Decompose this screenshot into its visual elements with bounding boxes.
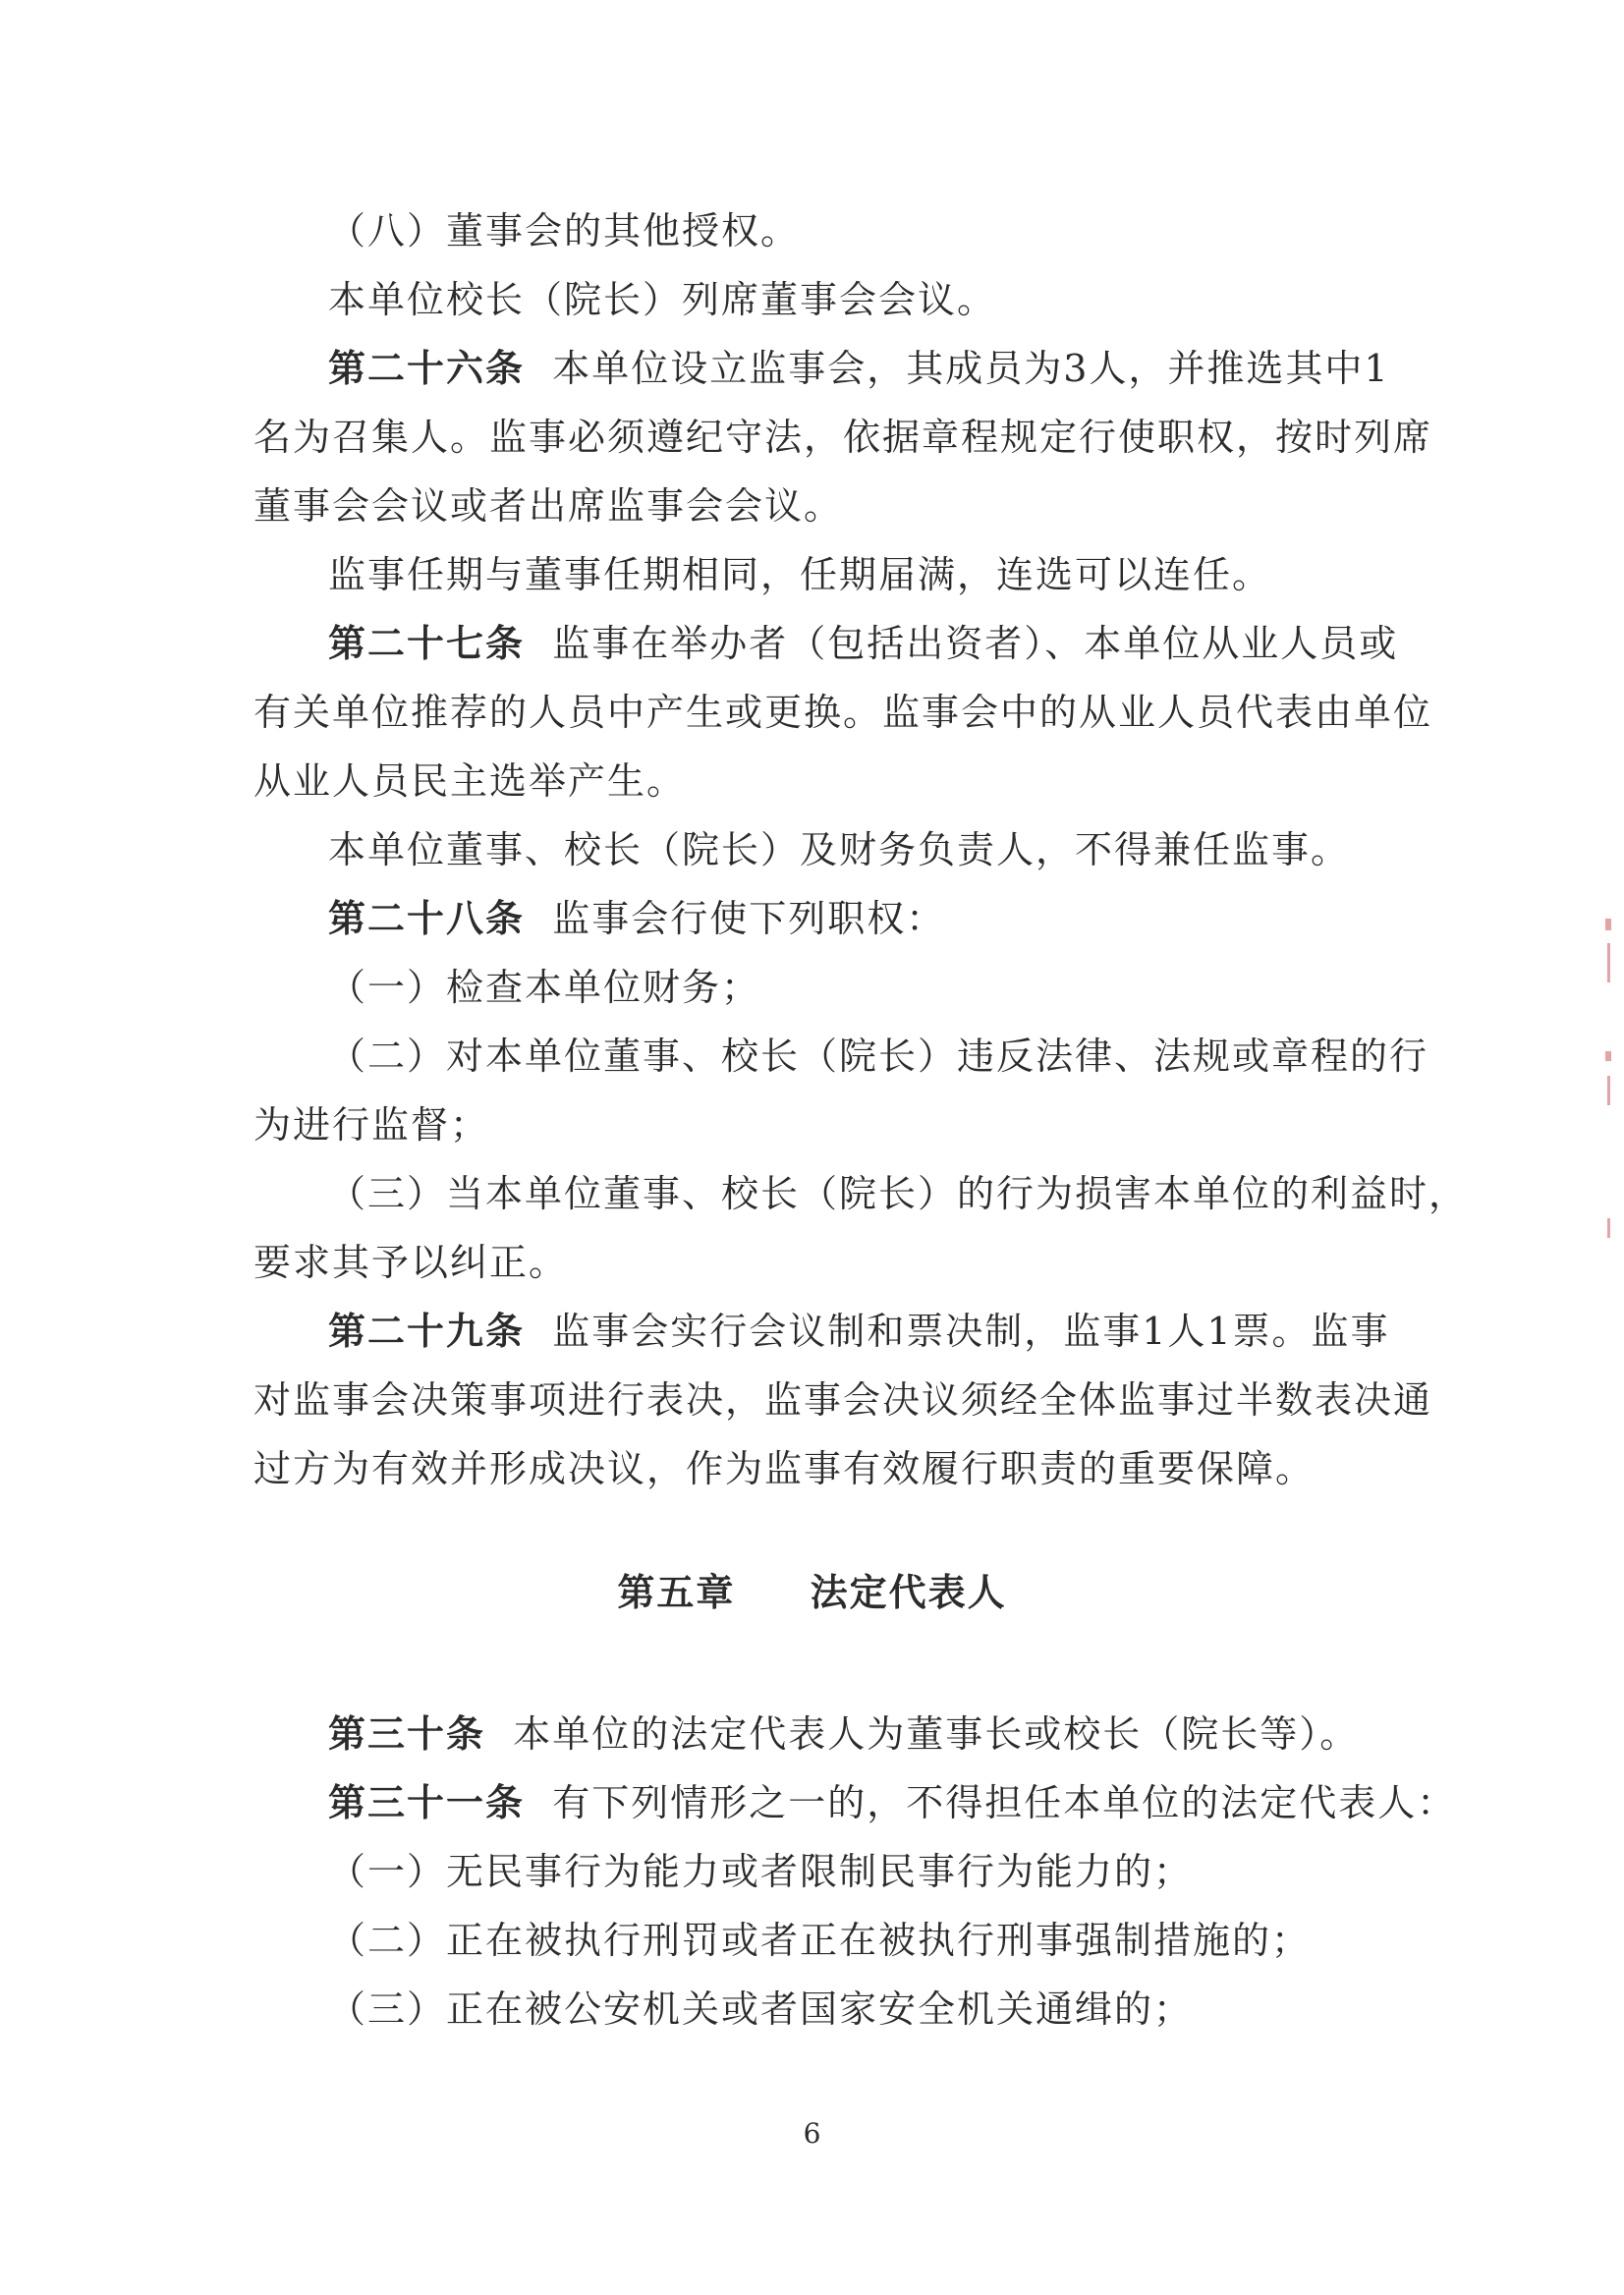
text-line: （八）董事会的其他授权。 — [328, 209, 801, 252]
article-29-line-2 — [253, 1366, 1433, 1434]
text-line: （三）当本单位董事、校长（院长）的行为损害本单位的利益时， — [328, 1172, 1469, 1215]
article-27-line-3 — [253, 747, 1383, 815]
text-line: 有关单位推荐的人员中产生或更换。监事会中的从业人员代表由单位 — [253, 691, 1433, 734]
article-31-item-1 — [253, 1837, 1458, 1906]
text-line: 监事会行使下列职权： — [552, 897, 946, 940]
text-line: （一）检查本单位财务； — [328, 966, 761, 1009]
text-line: 监事会实行会议制和票决制，监事1人1票。监事 — [552, 1310, 1390, 1353]
article-29-line-1 — [253, 1297, 1458, 1366]
article-31-line-1 — [253, 1768, 1458, 1837]
article-27-line-1 — [253, 609, 1458, 678]
article-28-item-3 — [253, 1159, 1469, 1228]
paragraph-supervisor-term — [253, 540, 1458, 609]
text-line: 名为召集人。监事必须遵纪守法，依据章程规定行使职权，按时列席 — [253, 416, 1433, 459]
article-29-line-3 — [253, 1434, 1383, 1503]
text-line: 监事在举办者（包括出资者）、本单位从业人员或 — [552, 622, 1399, 665]
text-line: 对监事会决策事项进行表决，监事会决议须经全体监事过半数表决通 — [253, 1378, 1433, 1422]
article-26-heading: 第二十六条 — [328, 347, 526, 390]
article-27-heading: 第二十七条 — [328, 622, 526, 665]
article-28-line-1 — [253, 884, 1458, 953]
article-27-line-2 — [253, 678, 1433, 747]
text-line: （二）正在被执行刑罚或者正在被执行刑事强制措施的； — [328, 1919, 1312, 1962]
text-line: 有下列情形之一的，不得担任本单位的法定代表人： — [552, 1781, 1457, 1824]
chapter-title: 法定代表人 — [810, 1571, 1007, 1614]
edge-mark — [1605, 1051, 1611, 1061]
text-line: 董事会会议或者出席监事会会议。 — [253, 484, 844, 528]
text-line: （三）正在被公安机关或者国家安全机关通缉的； — [328, 1987, 1194, 2031]
text-line: 本单位董事、校长（院长）及财务负责人，不得兼任监事。 — [328, 828, 1351, 871]
article-26-line-2 — [253, 403, 1433, 472]
text-line: 要求其予以纠正。 — [253, 1241, 569, 1284]
text-line: 本单位设立监事会，其成员为3人，并推选其中1 — [552, 347, 1390, 390]
paragraph-no-concurrent — [253, 815, 1458, 884]
chapter-number: 第五章 — [617, 1571, 736, 1614]
edge-mark — [1607, 943, 1610, 982]
article-28-item-3-cont — [253, 1228, 1383, 1297]
edge-mark — [1607, 1218, 1610, 1238]
paragraph-item-8 — [253, 196, 1458, 265]
article-28-heading: 第二十八条 — [328, 897, 526, 940]
edge-mark — [1605, 919, 1611, 930]
article-28-item-1 — [253, 953, 1458, 1022]
article-31-item-2 — [253, 1906, 1458, 1975]
text-line: 监事任期与董事任期相同，任期届满，连选可以连任。 — [328, 553, 1272, 596]
text-line: （二）对本单位董事、校长（院长）违反法律、法规或章程的行 — [328, 1035, 1429, 1078]
article-31-item-3 — [253, 1975, 1458, 2043]
edge-mark — [1607, 1076, 1610, 1105]
text-line: 从业人员民主选举产生。 — [253, 759, 687, 803]
article-30 — [253, 1700, 1458, 1768]
article-29-heading: 第二十九条 — [328, 1310, 526, 1353]
paragraph-principal-attend — [253, 265, 1458, 334]
article-31-heading: 第三十一条 — [328, 1781, 526, 1824]
article-26-line-3 — [253, 472, 1383, 540]
chapter-heading — [0, 1562, 1624, 1616]
text-line: 本单位的法定代表人为董事长或校长（院长等）。 — [513, 1712, 1360, 1756]
article-26-line-1 — [253, 334, 1458, 403]
text-line: （一）无民事行为能力或者限制民事行为能力的； — [328, 1850, 1194, 1893]
article-28-item-2-cont — [253, 1091, 1383, 1159]
article-28-item-2 — [253, 1022, 1458, 1091]
page-number: 6 — [803, 2117, 821, 2150]
text-line: 为进行监督； — [253, 1103, 490, 1147]
text-line: 过方为有效并形成决议，作为监事有效履行职责的重要保障。 — [253, 1447, 1316, 1490]
article-30-heading: 第三十条 — [328, 1712, 486, 1756]
text-line: 本单位校长（院长）列席董事会会议。 — [328, 278, 997, 321]
